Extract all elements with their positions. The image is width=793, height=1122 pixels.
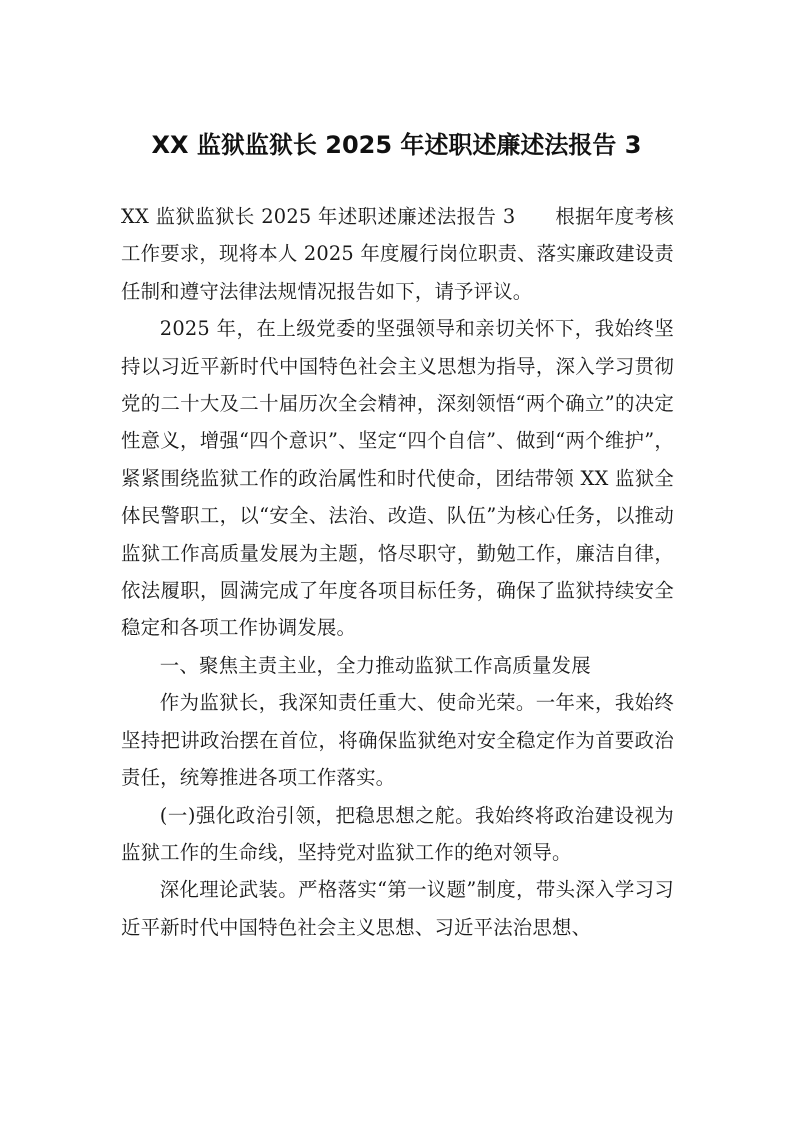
paragraph-theory: 深化理论武装。严格落实“第一议题”制度，带头深入学习习近平新时代中国特色社会主义思想、习近平法治思想、 xyxy=(121,878,674,939)
section-heading-1: 一、聚焦主责主业，全力推动监狱工作高质量发展 xyxy=(159,653,591,677)
document-body xyxy=(121,198,674,946)
paragraph-overview: 2025 年，在上级党委的坚强领导和亲切关怀下，我始终坚持以习近平新时代中国特色社会主义思想为指导，深入学习贯彻党的二十大及二十届历次全会精神，深刻领悟“两个确立”的决定性意义，增强“四个意识”、坚定“四个自信”、做到“两个维护”，紧紧围绕监狱工作的政治属性和时代使命，团结带领 XX 监狱全体民警职工，以“安全、法治、改造、队伍”为核心任务，以推动监狱工作高质量发展为主题，恪尽职守，勤勉工作，廉洁自律，依法履职，圆满完成了年度各项目标任务，确保了监狱持续安全稳定和各项工作协调发展。 xyxy=(121,317,674,640)
paragraph-intro: XX 监狱监狱长 2025 年述职述廉述法报告 3 根据年度考核工作要求，现将本人 2025 年度履行岗位职责、落实廉政建设责任制和遵守法律法规情况报告如下，请予评议。 xyxy=(121,205,674,303)
subsection-heading-1: (一)强化政治引领，把稳思想之舵。我始终将政治建设视为监狱工作的生命线，坚持党对监狱工作的绝对领导。 xyxy=(121,803,674,864)
document-title: XX 监狱监狱长 2025 年述职述廉述法报告 3 xyxy=(151,131,642,159)
paragraph-section-1: 作为监狱长，我深知责任重大、使命光荣。一年来，我始终坚持把讲政治摆在首位，将确保监狱绝对安全稳定作为首要政治责任，统筹推进各项工作落实。 xyxy=(121,691,674,790)
